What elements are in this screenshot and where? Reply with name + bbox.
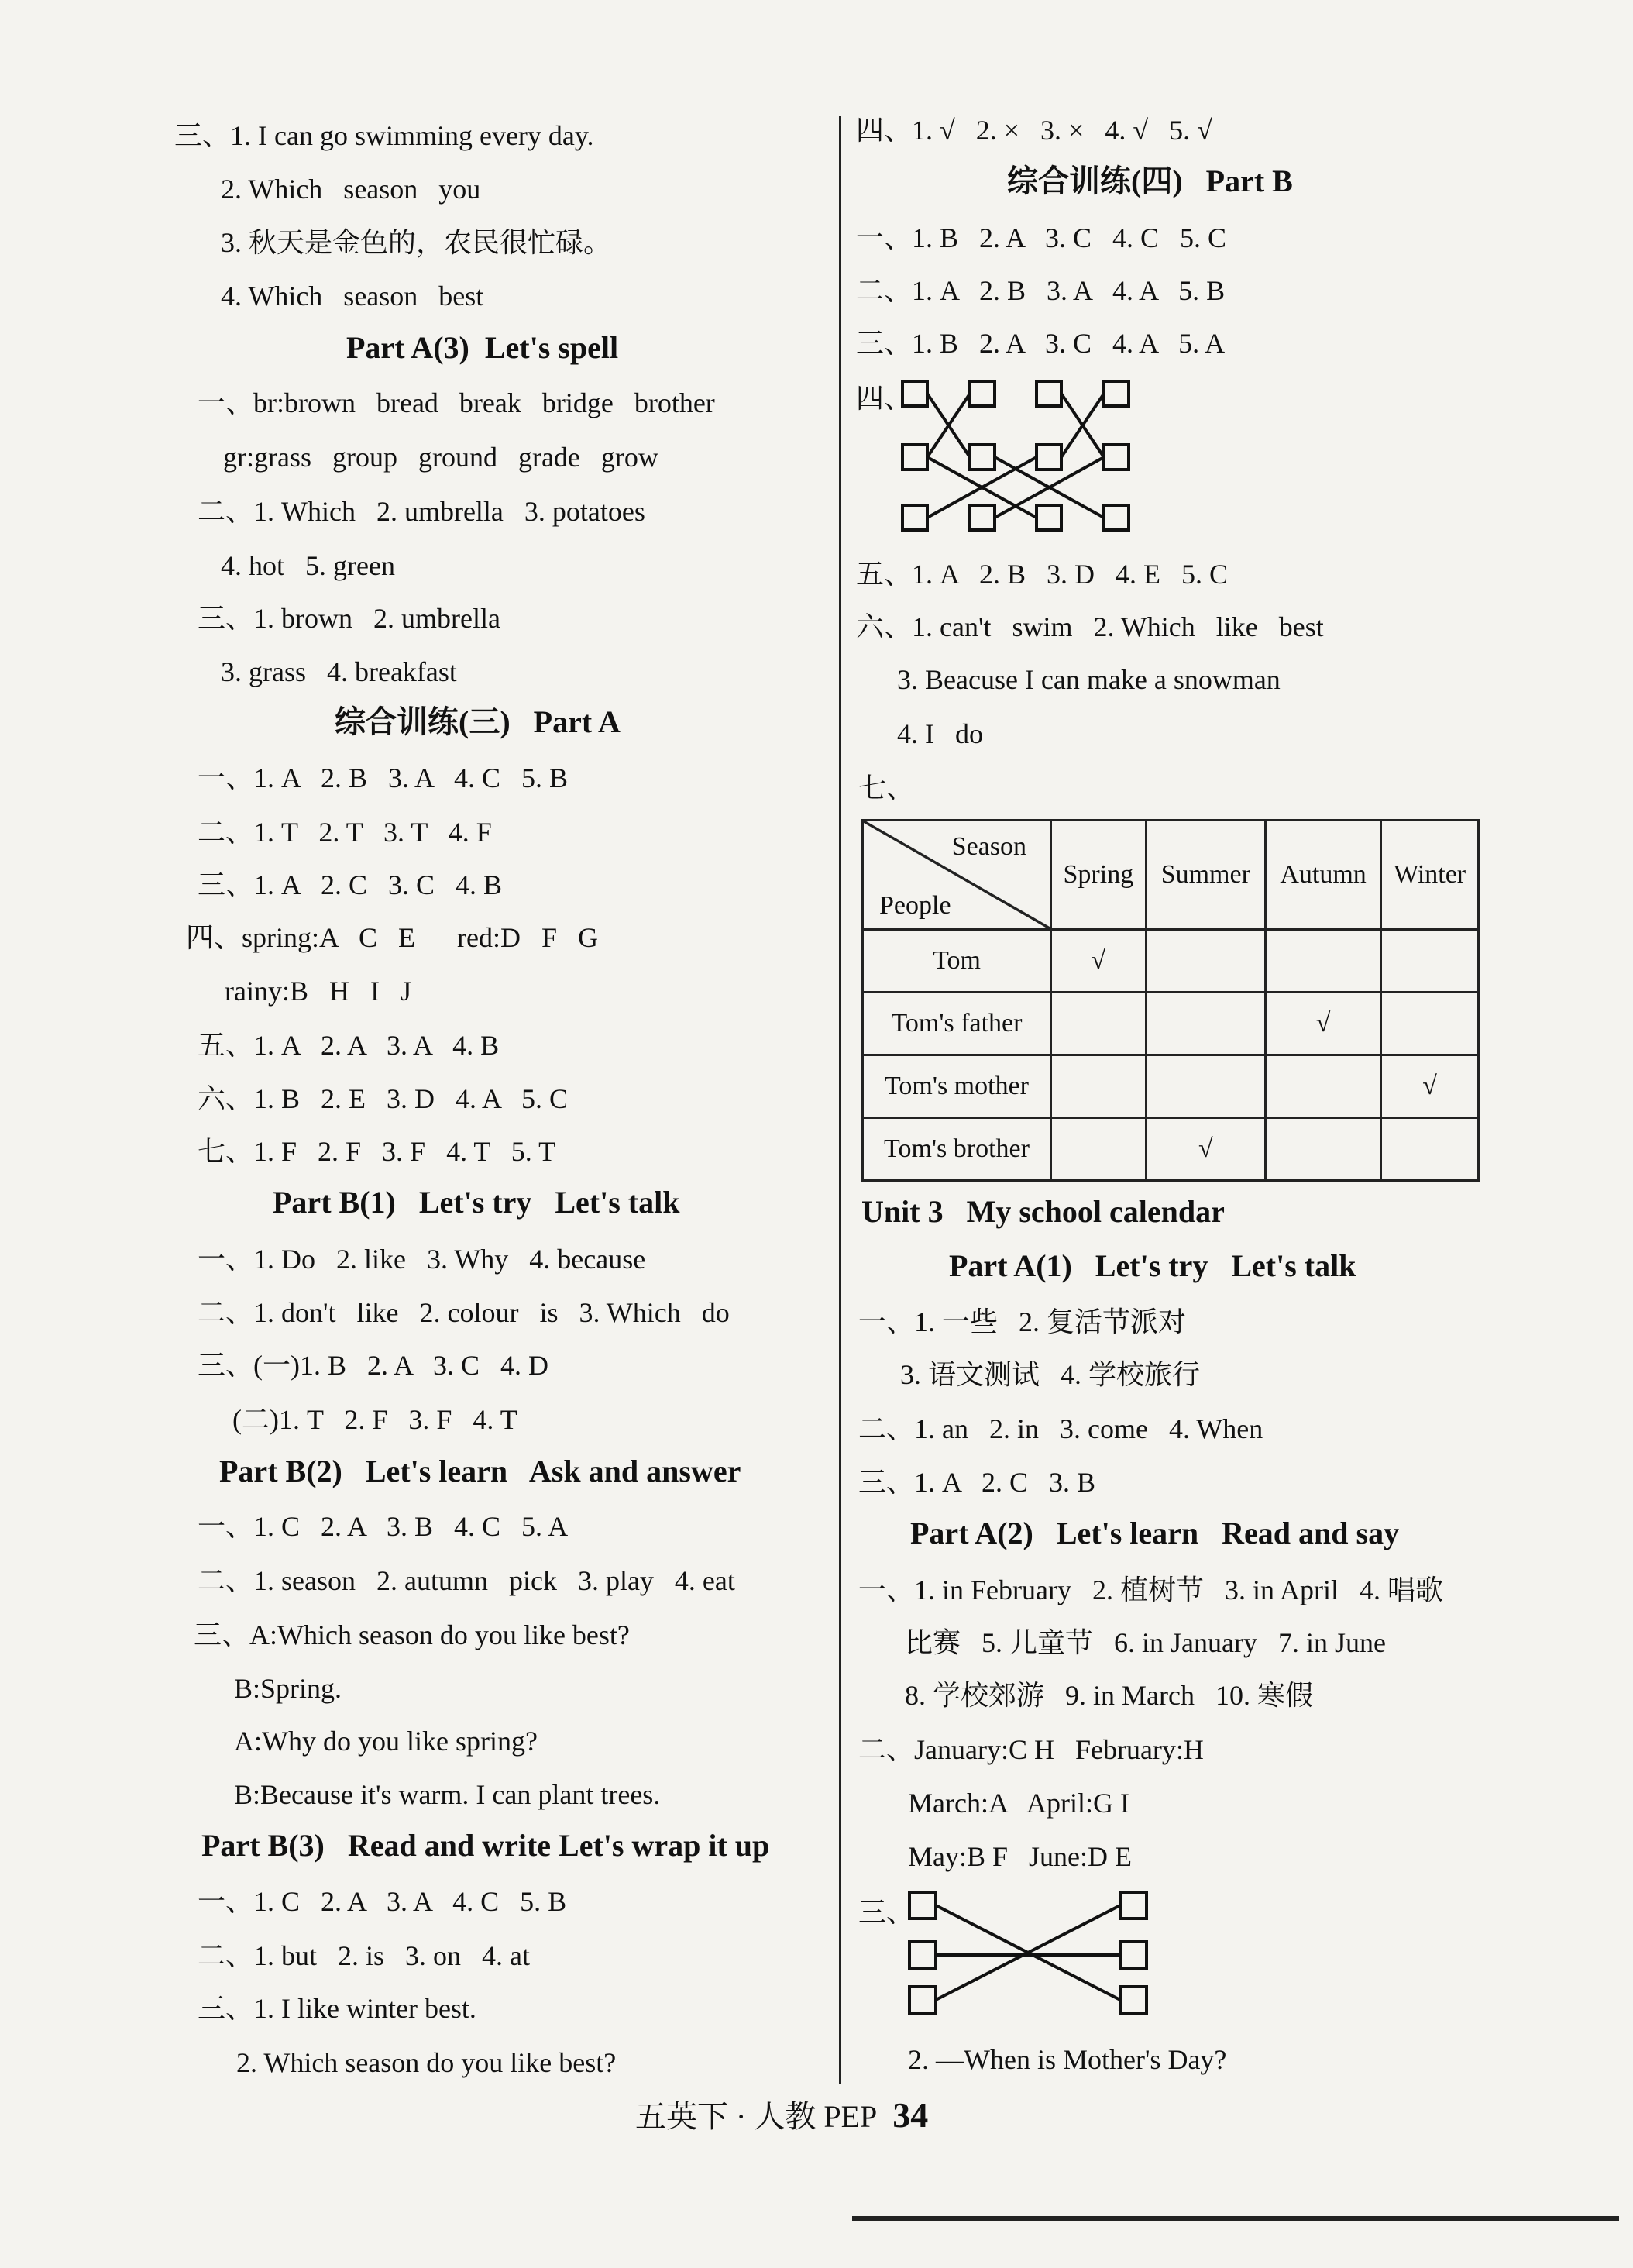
answer-line: 七、1. F 2. F 3. F 4. T 5. T	[198, 1136, 556, 1167]
answer-line: 3. grass 4. breakfast	[221, 656, 457, 687]
answer-line: 一、1. in February 2. 植树节 3. in April 4. 唱歌	[858, 1575, 1443, 1605]
answer-line: 一、1. B 2. A 3. C 4. C 5. C	[856, 222, 1227, 253]
check-cell: √	[1146, 1118, 1265, 1181]
answer-line: 2. —When is Mother's Day?	[908, 2044, 1227, 2075]
section-heading: Part A(2) Let's learn Read and say	[910, 1516, 1400, 1550]
corner-season-label: Season	[951, 832, 1026, 861]
bottom-rule	[852, 2216, 1619, 2221]
answer-line: 一、1. 一些 2. 复活节派对	[858, 1306, 1187, 1337]
table-corner	[863, 821, 1051, 930]
answer-line: 三、1. B 2. A 3. C 4. A 5. A	[856, 328, 1226, 359]
section-heading: Part B(1) Let's try Let's talk	[273, 1185, 680, 1220]
answer-line: 五、1. A 2. B 3. D 4. E 5. C	[856, 559, 1229, 590]
check-cell	[1146, 1055, 1265, 1118]
unit-heading: Unit 3 My school calendar	[861, 1194, 1225, 1229]
answer-line: 三、1. A 2. C 3. C 4. B	[198, 869, 503, 900]
column-divider	[839, 116, 841, 2084]
corner-people-label: People	[879, 891, 951, 920]
answer-line: 二、January:C H February:H	[858, 1734, 1204, 1765]
column-header: Winter	[1381, 821, 1479, 930]
answer-line: 二、1. don't like 2. colour is 3. Which do	[198, 1297, 730, 1328]
answer-line: (二)1. T 2. F 3. F 4. T	[232, 1404, 517, 1435]
answer-line: 三、1. A 2. C 3. B	[858, 1467, 1096, 1498]
column-header: Spring	[1051, 821, 1147, 930]
matching-diagram-four	[899, 381, 1131, 536]
answer-line: 六、1. can't swim 2. Which like best	[856, 611, 1324, 642]
section-heading: Part B(3) Read and write Let's wrap it up	[201, 1828, 770, 1863]
check-cell	[1146, 930, 1265, 993]
answer-line: 2. Which season do you like best?	[236, 2047, 617, 2078]
check-cell	[1381, 1118, 1479, 1181]
matching-diagram-three	[908, 1891, 1156, 2015]
check-cell	[1051, 1055, 1147, 1118]
answer-line: 二、1. season 2. autumn pick 3. play 4. eat	[198, 1565, 735, 1596]
answer-line: 七、	[858, 773, 915, 804]
check-cell	[1265, 930, 1380, 993]
answer-line: 3. Beacuse I can make a snowman	[897, 664, 1281, 695]
answer-line: 一、1. C 2. A 3. B 4. C 5. A	[198, 1511, 569, 1542]
answer-line: 二、1. A 2. B 3. A 4. A 5. B	[856, 275, 1226, 306]
row-name: Tom's brother	[863, 1118, 1051, 1181]
section-heading: Part B(2) Let's learn Ask and answer	[219, 1454, 741, 1488]
answer-line: 六、1. B 2. E 3. D 4. A 5. C	[198, 1083, 569, 1114]
answer-line: 4. hot 5. green	[221, 550, 395, 581]
table-row	[863, 993, 1479, 1055]
season-table	[861, 819, 1480, 1182]
answer-line: 四、	[856, 383, 913, 414]
answer-line: 3. 语文测试 4. 学校旅行	[900, 1359, 1201, 1390]
answer-line: gr:grass group ground grade grow	[223, 442, 658, 473]
answer-line: 三、A:Which season do you like best?	[194, 1619, 630, 1650]
answer-line: rainy:B H I J	[225, 976, 411, 1007]
answer-line: 二、1. but 2. is 3. on 4. at	[198, 1940, 530, 1971]
answer-line: 二、1. an 2. in 3. come 4. When	[858, 1413, 1263, 1444]
footer-label: 五英下 · 人教 PEP	[635, 2099, 878, 2134]
answer-line: 比赛 5. 儿童节 6. in January 7. in June	[905, 1627, 1386, 1658]
answer-line: 一、1. C 2. A 3. A 4. C 5. B	[198, 1886, 567, 1917]
answer-line: 四、1. √ 2. × 3. × 4. √ 5. √	[856, 115, 1212, 146]
answer-line: 三、1. brown 2. umbrella	[198, 603, 500, 634]
answer-line: 三、	[858, 1897, 915, 1928]
answer-line: 3. 秋天是金色的，农民很忙碌。	[221, 227, 612, 258]
row-name: Tom	[863, 930, 1051, 993]
answer-line: B:Spring.	[234, 1673, 342, 1704]
page-number: 34	[892, 2095, 929, 2135]
answer-line: 4. I do	[897, 718, 983, 749]
check-cell: √	[1051, 930, 1147, 993]
table-row	[863, 1055, 1479, 1118]
answer-line: 2. Which season you	[221, 174, 481, 205]
answer-line: 五、1. A 2. A 3. A 4. B	[198, 1030, 500, 1061]
column-header: Autumn	[1265, 821, 1380, 930]
answer-line: 一、1. Do 2. like 3. Why 4. because	[198, 1244, 646, 1275]
table-row	[863, 930, 1479, 993]
page-footer	[635, 2092, 928, 2136]
check-cell	[1146, 993, 1265, 1055]
check-cell: √	[1265, 993, 1380, 1055]
answer-line: May:B F June:D E	[908, 1841, 1133, 1872]
answer-line: 二、1. Which 2. umbrella 3. potatoes	[198, 496, 645, 527]
section-heading: 综合训练(三) Part A	[335, 704, 621, 739]
table-row	[863, 1118, 1479, 1181]
answer-line: 4. Which season best	[221, 280, 484, 311]
check-cell: √	[1381, 1055, 1479, 1118]
column-header: Summer	[1146, 821, 1265, 930]
answer-line: 三、(一)1. B 2. A 3. C 4. D	[198, 1350, 549, 1381]
check-cell	[1265, 1055, 1380, 1118]
check-cell	[1051, 1118, 1147, 1181]
answer-line: 四、spring:A C E red:D F G	[186, 922, 599, 953]
check-cell	[1051, 993, 1147, 1055]
answer-line: B:Because it's warm. I can plant trees.	[234, 1779, 661, 1810]
answer-line: March:A April:G I	[908, 1788, 1129, 1819]
answer-line: 8. 学校郊游 9. in March 10. 寒假	[905, 1680, 1313, 1711]
answer-line: 三、1. I like winter best.	[198, 1993, 476, 2024]
check-cell	[1381, 930, 1479, 993]
row-name: Tom's mother	[863, 1055, 1051, 1118]
answer-line: A:Why do you like spring?	[234, 1726, 538, 1757]
answer-line: 二、1. T 2. T 3. T 4. F	[198, 817, 492, 848]
answer-line: 一、1. A 2. B 3. A 4. C 5. B	[198, 762, 569, 793]
section-heading: 综合训练(四) Part B	[1007, 163, 1293, 198]
section-heading: Part A(3) Let's spell	[346, 330, 619, 365]
row-name: Tom's father	[863, 993, 1051, 1055]
section-heading: Part A(1) Let's try Let's talk	[949, 1248, 1356, 1283]
check-cell	[1381, 993, 1479, 1055]
check-cell	[1265, 1118, 1380, 1181]
answer-line: 三、1. I can go swimming every day.	[174, 120, 594, 151]
answer-line: 一、br:brown bread break bridge brother	[198, 387, 715, 418]
